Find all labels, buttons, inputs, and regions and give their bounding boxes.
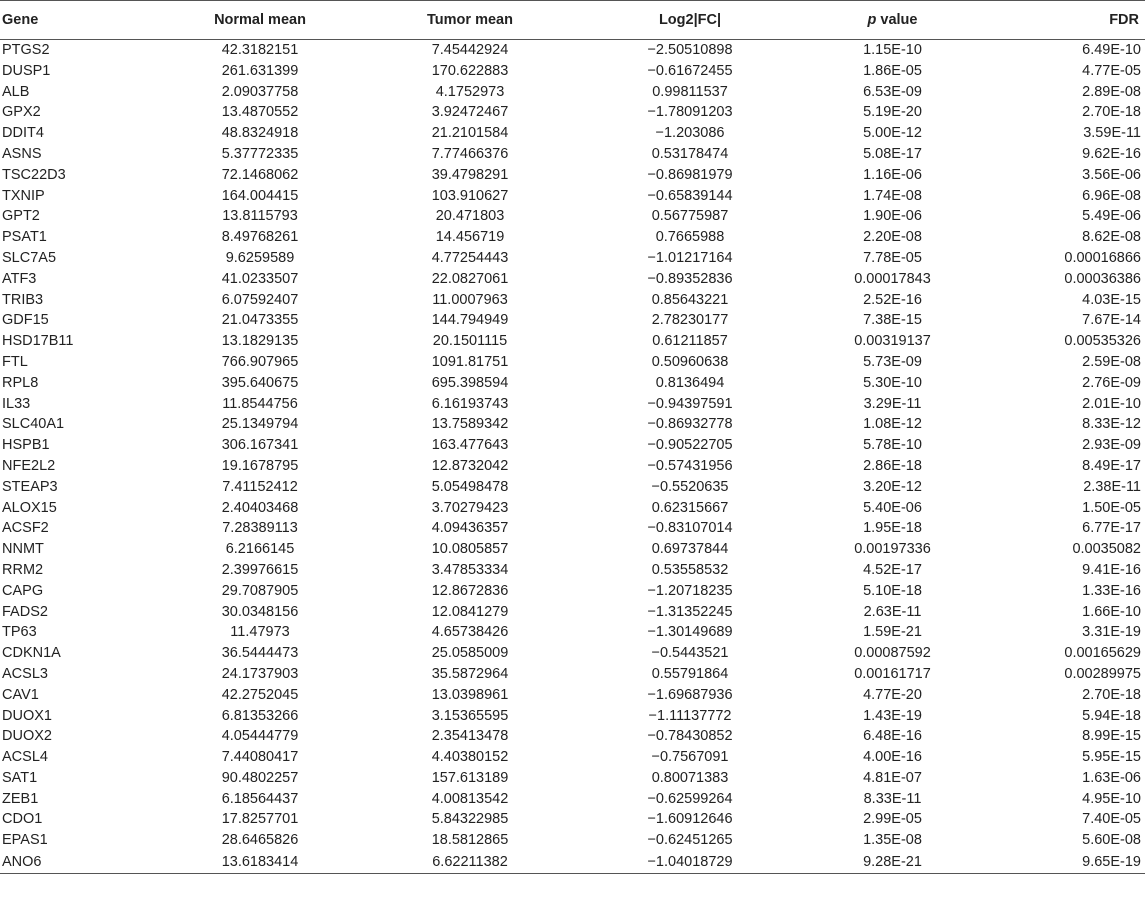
table-row [0, 165, 1145, 186]
cell-gene: ALOX15 [2, 499, 57, 516]
cell-p-value: 0.00197336 [854, 541, 931, 558]
cell-normal-mean: 90.4802257 [221, 769, 299, 786]
cell-fdr: 9.41E-16 [1082, 561, 1141, 578]
cell-p-value: 5.00E-12 [863, 125, 922, 142]
cell-tumor-mean: 4.65738426 [431, 624, 509, 641]
header-normal-mean: Normal mean [160, 1, 360, 40]
cell-normal-mean: 261.631399 [221, 62, 299, 79]
table-row [0, 394, 1145, 415]
cell-fdr: 1.63E-06 [1082, 769, 1141, 786]
cell-p-value: 5.78E-10 [863, 437, 922, 454]
cell-normal-mean: 7.28389113 [222, 520, 298, 537]
cell-gene: DUOX2 [2, 728, 52, 745]
cell-tumor-mean: 18.5812865 [431, 832, 509, 849]
cell-p-value: 4.81E-07 [863, 769, 922, 786]
cell-normal-mean: 28.6465826 [221, 832, 299, 849]
table-row [0, 789, 1145, 810]
cell-tumor-mean: 14.456719 [435, 229, 505, 246]
cell-log2fc: −1.78091203 [647, 104, 733, 121]
cell-tumor-mean: 10.0805857 [431, 541, 509, 558]
cell-gene: PTGS2 [2, 42, 50, 58]
table-row [0, 664, 1145, 685]
cell-normal-mean: 2.40403468 [221, 499, 299, 516]
cell-fdr: 8.62E-08 [1082, 229, 1141, 246]
cell-tumor-mean: 13.7589342 [431, 416, 509, 433]
cell-tumor-mean: 13.0398961 [431, 686, 509, 703]
cell-tumor-mean: 4.40380152 [431, 749, 509, 766]
cell-fdr: 4.03E-15 [1082, 291, 1141, 308]
table-row [0, 706, 1145, 727]
cell-gene: STEAP3 [2, 478, 58, 495]
cell-gene: TP63 [2, 624, 37, 641]
table-row [0, 726, 1145, 747]
cell-fdr: 5.95E-15 [1082, 749, 1141, 766]
cell-log2fc: −0.65839144 [647, 187, 733, 204]
cell-fdr: 7.67E-14 [1082, 312, 1141, 329]
table-row [0, 768, 1145, 789]
cell-log2fc: −0.57431956 [647, 457, 733, 474]
cell-normal-mean: 30.0348156 [221, 603, 299, 620]
cell-log2fc: −1.30149689 [647, 624, 733, 641]
cell-tumor-mean: 5.84322985 [431, 811, 509, 828]
cell-p-value: 2.20E-08 [863, 229, 922, 246]
cell-gene: DDIT4 [2, 125, 44, 142]
cell-log2fc: −0.83107014 [647, 520, 733, 537]
table-row [0, 61, 1145, 82]
table-row [0, 435, 1145, 456]
cell-fdr: 0.00535326 [1064, 333, 1141, 350]
cell-log2fc: −1.31352245 [647, 603, 733, 620]
cell-gene: ACSL3 [2, 665, 48, 682]
cell-tumor-mean: 12.0841279 [431, 603, 509, 620]
table-row [0, 747, 1145, 768]
cell-tumor-mean: 25.0585009 [431, 645, 509, 662]
cell-fdr: 3.56E-06 [1082, 166, 1141, 183]
header-tumor-mean: Tumor mean [360, 1, 580, 40]
cell-normal-mean: 6.2166145 [225, 541, 295, 558]
table-row [0, 830, 1145, 851]
cell-normal-mean: 6.07592407 [221, 291, 299, 308]
cell-gene: EPAS1 [2, 832, 48, 849]
cell-p-value: 1.90E-06 [863, 208, 922, 225]
cell-normal-mean: 13.6183414 [160, 851, 360, 874]
cell-p-value: 0.00161717 [854, 665, 931, 682]
table-row [0, 269, 1145, 290]
cell-log2fc: −0.7567091 [651, 749, 729, 766]
cell-p-value: 3.29E-11 [863, 395, 922, 412]
cell-tumor-mean: 144.794949 [431, 312, 509, 329]
table-row [0, 40, 1145, 61]
table-row [0, 290, 1145, 311]
cell-tumor-mean: 4.00813542 [431, 790, 509, 807]
cell-log2fc: 0.85643221 [651, 291, 729, 308]
cell-tumor-mean: 7.77466376 [431, 145, 509, 162]
table-row [0, 352, 1145, 373]
cell-tumor-mean: 3.70279423 [431, 499, 509, 516]
cell-tumor-mean: 35.5872964 [431, 665, 509, 682]
cell-p-value: 6.48E-16 [863, 728, 922, 745]
cell-normal-mean: 19.1678795 [221, 457, 299, 474]
cell-log2fc: −1.203086 [655, 125, 725, 142]
cell-tumor-mean: 6.62211382 [360, 851, 580, 874]
cell-fdr: 1.50E-05 [1082, 499, 1141, 516]
cell-normal-mean: 41.0233507 [221, 270, 299, 287]
cell-p-value: 4.00E-16 [863, 749, 922, 766]
table-row [0, 414, 1145, 435]
cell-fdr: 2.76E-09 [1082, 374, 1141, 391]
cell-gene: SAT1 [2, 769, 38, 786]
table-row [0, 643, 1145, 664]
cell-gene: PSAT1 [2, 229, 47, 246]
cell-log2fc: −0.62599264 [647, 790, 733, 807]
cell-p-value: 0.00319137 [854, 333, 931, 350]
cell-fdr: 2.89E-08 [1082, 83, 1141, 100]
cell-p-value: 1.43E-19 [863, 707, 922, 724]
cell-normal-mean: 29.7087905 [221, 582, 299, 599]
cell-gene: ATF3 [2, 270, 37, 287]
cell-gene: ACSL4 [2, 749, 48, 766]
cell-p-value: 1.15E-10 [863, 42, 922, 58]
cell-log2fc: 0.8136494 [655, 374, 725, 391]
table-row [0, 144, 1145, 165]
cell-normal-mean: 36.5444473 [221, 645, 299, 662]
table-row [0, 227, 1145, 248]
cell-fdr: 8.49E-17 [1082, 457, 1141, 474]
cell-gene: ACSF2 [2, 520, 49, 537]
cell-tumor-mean: 103.910627 [431, 187, 509, 204]
header-p-letter: p [867, 12, 877, 28]
cell-fdr: 1.33E-16 [1082, 582, 1141, 599]
cell-normal-mean: 9.6259589 [225, 249, 295, 266]
header-p-value [800, 1, 985, 40]
cell-p-value: 5.40E-06 [863, 499, 922, 516]
header-fdr: FDR [985, 1, 1145, 40]
cell-log2fc: 0.61211857 [652, 333, 728, 350]
cell-log2fc: 0.56775987 [651, 208, 729, 225]
cell-tumor-mean: 157.613189 [431, 769, 509, 786]
cell-normal-mean: 6.18564437 [221, 790, 299, 807]
cell-fdr: 2.93E-09 [1082, 437, 1141, 454]
cell-p-value: 8.33E-11 [863, 790, 922, 807]
cell-normal-mean: 395.640675 [221, 374, 299, 391]
cell-gene: ANO6 [0, 851, 160, 874]
cell-tumor-mean: 1091.81751 [431, 353, 509, 370]
cell-normal-mean: 17.8257701 [221, 811, 299, 828]
cell-fdr: 3.31E-19 [1082, 624, 1141, 641]
cell-gene: SLC40A1 [2, 416, 65, 433]
table-row [0, 456, 1145, 477]
cell-tumor-mean: 3.15365595 [431, 707, 509, 724]
cell-gene: CDKN1A [2, 645, 61, 662]
cell-p-value: 4.77E-20 [863, 686, 922, 703]
table-row [0, 539, 1145, 560]
cell-fdr: 2.70E-18 [1082, 104, 1141, 121]
cell-normal-mean: 164.004415 [221, 187, 299, 204]
table-row [0, 310, 1145, 331]
cell-tumor-mean: 39.4798291 [431, 166, 509, 183]
cell-fdr: 2.01E-10 [1082, 395, 1141, 412]
cell-p-value: 1.95E-18 [863, 520, 922, 537]
cell-tumor-mean: 6.16193743 [431, 395, 509, 412]
table-row [0, 518, 1145, 539]
cell-normal-mean: 2.09037758 [221, 83, 299, 100]
cell-gene: RRM2 [2, 561, 44, 578]
table-row [0, 851, 1145, 874]
cell-normal-mean: 306.167341 [221, 437, 299, 454]
cell-fdr: 0.00289975 [1064, 665, 1141, 682]
cell-p-value: 1.74E-08 [863, 187, 922, 204]
cell-log2fc: −0.94397591 [647, 395, 733, 412]
cell-gene: GPX2 [2, 104, 41, 121]
cell-fdr: 4.95E-10 [1082, 790, 1141, 807]
cell-p-value: 9.28E-21 [800, 851, 985, 874]
cell-log2fc: 0.99811537 [652, 83, 728, 100]
cell-gene: ZEB1 [2, 790, 39, 807]
cell-log2fc: 0.53558532 [651, 561, 729, 578]
cell-tumor-mean: 4.77254443 [431, 249, 509, 266]
cell-log2fc: −0.62451265 [647, 832, 733, 849]
cell-gene: IL33 [2, 395, 31, 412]
cell-log2fc: −0.78430852 [647, 728, 733, 745]
cell-gene: ALB [2, 83, 30, 100]
cell-normal-mean: 2.39976615 [221, 561, 299, 578]
table-row [0, 498, 1145, 519]
cell-p-value: 2.52E-16 [863, 291, 922, 308]
cell-p-value: 2.63E-11 [863, 603, 922, 620]
cell-tumor-mean: 21.2101584 [431, 125, 509, 142]
cell-p-value: 5.10E-18 [863, 582, 922, 599]
cell-normal-mean: 6.81353266 [221, 707, 299, 724]
cell-normal-mean: 42.2752045 [221, 686, 299, 703]
cell-fdr: 6.77E-17 [1082, 520, 1141, 537]
cell-log2fc: 0.55791864 [651, 665, 729, 682]
table-body [0, 40, 1145, 874]
table-row [0, 477, 1145, 498]
cell-tumor-mean: 2.35413478 [431, 728, 509, 745]
cell-log2fc: −0.86981979 [647, 166, 733, 183]
cell-tumor-mean: 3.47853334 [431, 561, 509, 578]
cell-p-value: 2.99E-05 [863, 811, 922, 828]
table-row [0, 560, 1145, 581]
cell-p-value: 5.73E-09 [863, 353, 922, 370]
cell-log2fc: 2.78230177 [651, 312, 729, 329]
cell-fdr: 6.49E-10 [1082, 42, 1141, 58]
cell-log2fc: 0.80071383 [651, 769, 729, 786]
cell-normal-mean: 13.1829135 [221, 333, 299, 350]
cell-p-value: 7.78E-05 [863, 249, 922, 266]
table-row [0, 102, 1145, 123]
cell-gene: SLC7A5 [2, 249, 57, 266]
cell-fdr: 3.59E-11 [1083, 125, 1141, 142]
cell-p-value: 6.53E-09 [863, 83, 922, 100]
cell-gene: TXNIP [2, 187, 45, 204]
cell-normal-mean: 4.05444779 [221, 728, 299, 745]
cell-normal-mean: 13.8115793 [222, 208, 298, 225]
table-header-row [0, 1, 1145, 40]
cell-fdr: 6.96E-08 [1082, 187, 1141, 204]
cell-tumor-mean: 20.1501115 [432, 333, 508, 350]
cell-tumor-mean: 695.398594 [431, 374, 509, 391]
cell-normal-mean: 48.8324918 [221, 125, 299, 142]
cell-log2fc: −1.60912646 [647, 811, 733, 828]
cell-fdr: 7.40E-05 [1082, 811, 1141, 828]
cell-log2fc: −0.5520635 [651, 478, 729, 495]
cell-p-value: 1.86E-05 [863, 62, 922, 79]
cell-normal-mean: 5.37772335 [221, 145, 299, 162]
cell-gene: GDF15 [2, 312, 49, 329]
table-row [0, 331, 1145, 352]
cell-log2fc: −2.50510898 [647, 42, 733, 58]
cell-tumor-mean: 11.0007963 [432, 291, 508, 308]
header-p-rest: value [876, 12, 918, 28]
table-row [0, 581, 1145, 602]
cell-fdr: 0.00036386 [1064, 270, 1141, 287]
cell-p-value: 5.08E-17 [863, 145, 922, 162]
cell-fdr: 0.00165629 [1064, 645, 1141, 662]
cell-gene: DUSP1 [2, 62, 51, 79]
cell-p-value: 5.19E-20 [863, 104, 922, 121]
cell-gene: NNMT [2, 541, 44, 558]
cell-log2fc: −0.89352836 [647, 270, 733, 287]
cell-gene: TSC22D3 [2, 166, 66, 183]
cell-fdr: 2.70E-18 [1082, 686, 1141, 703]
table-row [0, 123, 1145, 144]
cell-p-value: 1.35E-08 [863, 832, 922, 849]
cell-gene: CAPG [2, 582, 44, 599]
cell-tumor-mean: 163.477643 [431, 437, 509, 454]
cell-gene: DUOX1 [2, 707, 52, 724]
cell-normal-mean: 7.44080417 [221, 749, 299, 766]
cell-tumor-mean: 5.05498478 [431, 478, 509, 495]
cell-tumor-mean: 4.1752973 [435, 83, 505, 100]
cell-p-value: 0.00017843 [854, 270, 931, 287]
cell-gene: HSD17B11 [2, 333, 74, 350]
cell-gene: FTL [2, 353, 28, 370]
cell-fdr: 0.0035082 [1072, 541, 1141, 558]
cell-tumor-mean: 20.471803 [435, 208, 505, 225]
cell-p-value: 2.86E-18 [863, 457, 922, 474]
cell-tumor-mean: 4.09436357 [431, 520, 509, 537]
cell-tumor-mean: 170.622883 [431, 62, 509, 79]
cell-normal-mean: 13.4870552 [221, 104, 299, 121]
cell-tumor-mean: 12.8672836 [431, 582, 509, 599]
cell-p-value: 7.38E-15 [863, 312, 922, 329]
cell-p-value: 1.59E-21 [863, 624, 922, 641]
table-row [0, 685, 1145, 706]
cell-log2fc: −1.11137772 [648, 707, 732, 724]
cell-fdr: 8.33E-12 [1082, 416, 1141, 433]
cell-normal-mean: 72.1468062 [221, 166, 299, 183]
table-row [0, 809, 1145, 830]
cell-fdr: 4.77E-05 [1082, 62, 1141, 79]
cell-normal-mean: 24.1737903 [221, 665, 299, 682]
cell-fdr: 2.38E-11 [1083, 478, 1141, 495]
cell-tumor-mean: 7.45442924 [431, 42, 509, 58]
table-row [0, 82, 1145, 103]
header-gene: Gene [0, 1, 160, 40]
cell-log2fc: 0.7665988 [655, 229, 725, 246]
cell-fdr: 5.60E-08 [1082, 832, 1141, 849]
cell-gene: RPL8 [2, 374, 39, 391]
cell-log2fc: 0.69737844 [651, 541, 729, 558]
cell-log2fc: −1.69687936 [647, 686, 733, 703]
cell-log2fc: −1.01217164 [647, 249, 733, 266]
cell-p-value: 4.52E-17 [863, 561, 922, 578]
cell-normal-mean: 11.47973 [230, 624, 290, 641]
cell-tumor-mean: 12.8732042 [431, 457, 509, 474]
cell-log2fc: 0.53178474 [651, 145, 729, 162]
cell-fdr: 2.59E-08 [1082, 353, 1141, 370]
cell-fdr: 5.94E-18 [1082, 707, 1141, 724]
cell-p-value: 0.00087592 [854, 645, 931, 662]
cell-gene: NFE2L2 [2, 457, 56, 474]
cell-log2fc: −0.90522705 [647, 437, 733, 454]
cell-gene: CAV1 [2, 686, 39, 703]
cell-fdr: 8.99E-15 [1082, 728, 1141, 745]
cell-log2fc: −1.04018729 [580, 851, 800, 874]
cell-p-value: 1.16E-06 [863, 166, 922, 183]
table-row [0, 602, 1145, 623]
cell-log2fc: 0.62315667 [651, 499, 729, 516]
cell-normal-mean: 7.41152412 [222, 478, 298, 495]
cell-log2fc: −0.86932778 [647, 416, 733, 433]
cell-log2fc: 0.50960638 [651, 353, 729, 370]
cell-normal-mean: 25.1349794 [221, 416, 299, 433]
cell-gene: HSPB1 [2, 437, 50, 454]
table-row [0, 206, 1145, 227]
cell-gene: ASNS [2, 145, 42, 162]
cell-fdr: 1.66E-10 [1082, 603, 1141, 620]
cell-normal-mean: 42.3182151 [221, 42, 299, 58]
cell-normal-mean: 8.49768261 [221, 229, 299, 246]
cell-tumor-mean: 3.92472467 [431, 104, 509, 121]
cell-fdr: 9.62E-16 [1082, 145, 1141, 162]
cell-fdr: 9.65E-19 [985, 851, 1145, 874]
cell-fdr: 0.00016866 [1064, 249, 1141, 266]
cell-gene: FADS2 [2, 603, 48, 620]
table-row [0, 186, 1145, 207]
cell-gene: CDO1 [2, 811, 43, 828]
cell-log2fc: −0.5443521 [651, 645, 729, 662]
cell-gene: GPT2 [2, 208, 40, 225]
cell-log2fc: −0.61672455 [647, 62, 733, 79]
cell-p-value: 1.08E-12 [863, 416, 922, 433]
header-log2fc: Log2|FC| [580, 1, 800, 40]
cell-normal-mean: 766.907965 [221, 353, 299, 370]
cell-normal-mean: 21.0473355 [221, 312, 299, 329]
table-row [0, 248, 1145, 269]
cell-p-value: 3.20E-12 [863, 478, 922, 495]
cell-log2fc: −1.20718235 [647, 582, 733, 599]
cell-p-value: 5.30E-10 [863, 374, 922, 391]
cell-gene: TRIB3 [2, 291, 44, 308]
table-row [0, 373, 1145, 394]
cell-normal-mean: 11.8544756 [222, 395, 298, 412]
cell-fdr: 5.49E-06 [1082, 208, 1141, 225]
table-row [0, 622, 1145, 643]
cell-tumor-mean: 22.0827061 [431, 270, 509, 287]
